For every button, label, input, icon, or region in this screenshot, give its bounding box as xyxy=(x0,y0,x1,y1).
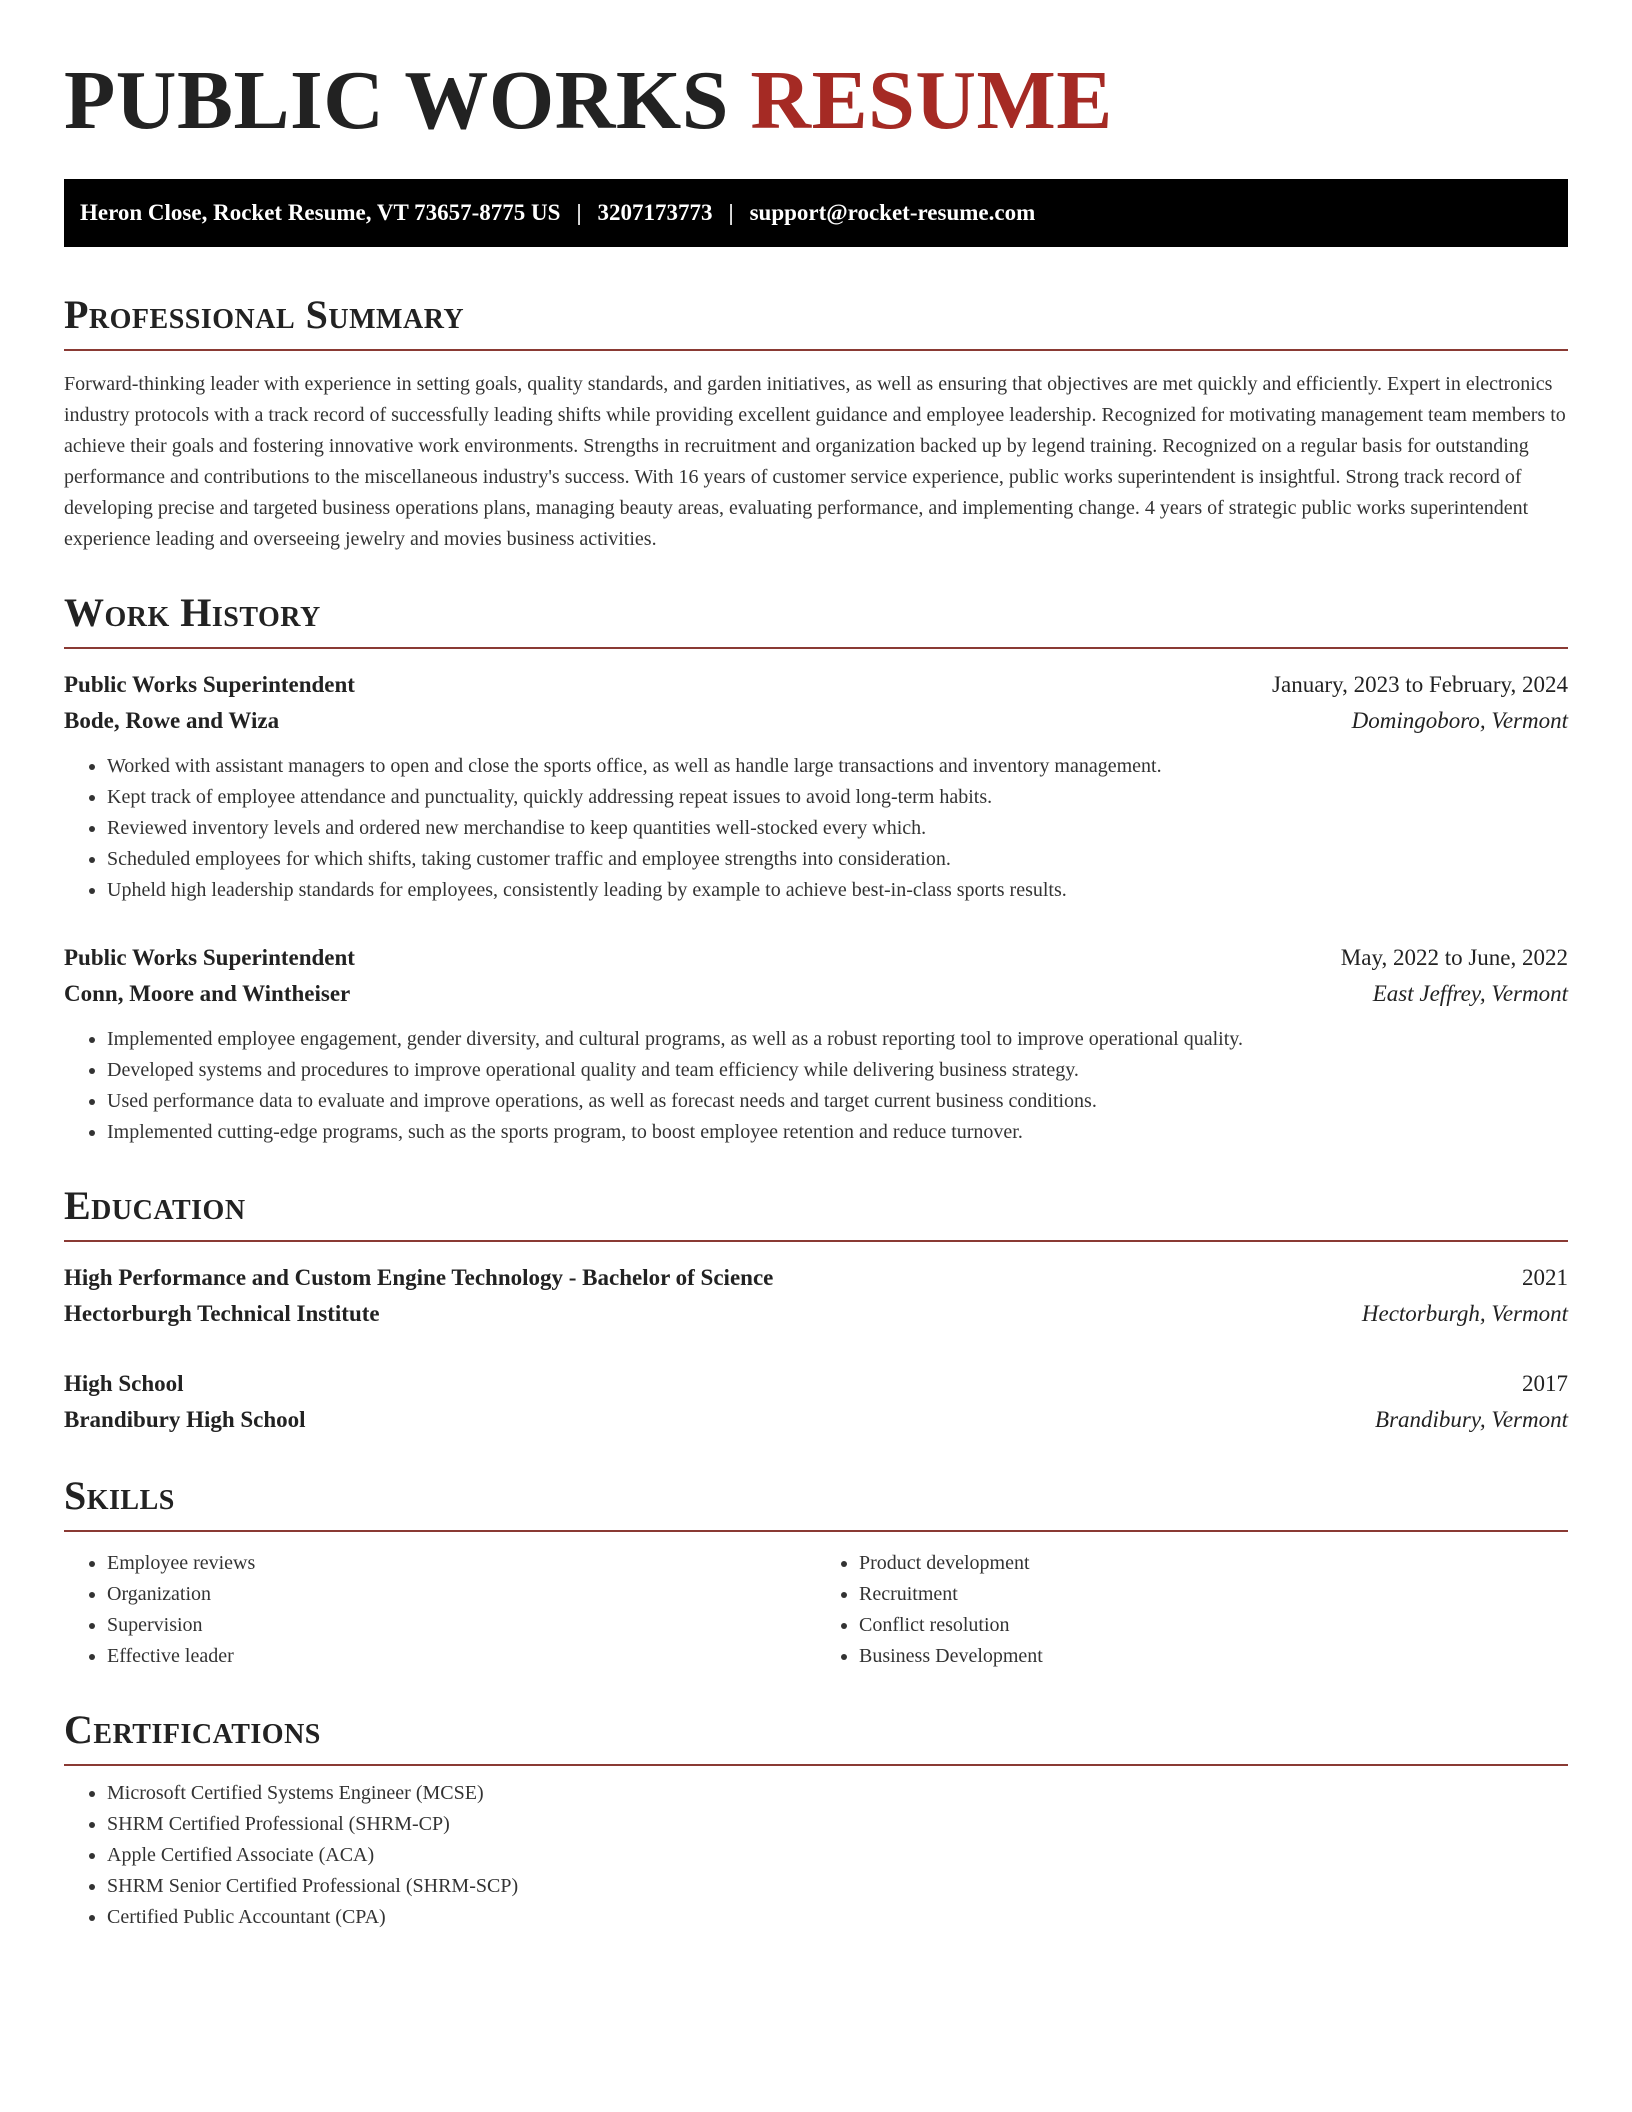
job-location: Domingoboro, Vermont xyxy=(1351,708,1568,734)
skill-item: • Conflict resolution xyxy=(859,1610,1568,1641)
education-year: 2017 xyxy=(1522,1371,1568,1397)
education-location: Brandibury, Vermont xyxy=(1375,1407,1568,1433)
job-bullet: • Kept track of employee attendance and punctuality, quickly addressing repeat issues to avoid long-term habits. xyxy=(107,782,1568,813)
section-heading-certifications: Certifications xyxy=(64,1708,1568,1766)
certifications-list xyxy=(64,1778,1568,1933)
job-bullet: • Worked with assistant managers to open and close the sports office, as well as handle large transactions and inventory management. xyxy=(107,751,1568,782)
job-bullets xyxy=(64,751,1568,906)
skill-item: • Effective leader xyxy=(107,1641,816,1672)
section-heading-skills: Skills xyxy=(64,1474,1568,1532)
education-entry xyxy=(64,1366,1568,1438)
certification-item: • Certified Public Accountant (CPA) xyxy=(107,1902,1568,1933)
job-header-row xyxy=(64,667,1568,703)
education-school-row xyxy=(64,1402,1568,1438)
job-location: East Jeffrey, Vermont xyxy=(1372,981,1568,1007)
skill-item: • Organization xyxy=(107,1579,816,1610)
contact-separator: | xyxy=(728,200,734,226)
job-bullet: • Developed systems and procedures to improve operational quality and team efficiency while delivering business strategy. xyxy=(107,1055,1568,1086)
skill-item: • Supervision xyxy=(107,1610,816,1641)
job-bullet: • Scheduled employees for which shifts, taking customer traffic and employee strengths into consideration. xyxy=(107,844,1568,875)
title-main: PUBLIC WORKS xyxy=(64,54,729,147)
job-dates: May, 2022 to June, 2022 xyxy=(1340,945,1568,971)
job-bullets xyxy=(64,1024,1568,1148)
job-bullet: • Reviewed inventory levels and ordered new merchandise to keep quantities well-stocked every which. xyxy=(107,813,1568,844)
contact-bar xyxy=(64,179,1568,247)
education-year: 2021 xyxy=(1522,1265,1568,1291)
resume-title xyxy=(64,55,1568,147)
education-school: Hectorburgh Technical Institute xyxy=(64,1301,380,1327)
section-heading-education: Education xyxy=(64,1184,1568,1242)
contact-phone: 3207173773 xyxy=(597,200,713,226)
job-company: Conn, Moore and Wintheiser xyxy=(64,981,351,1007)
education-school-row xyxy=(64,1296,1568,1332)
certification-item: • SHRM Certified Professional (SHRM-CP) xyxy=(107,1809,1568,1840)
contact-separator: | xyxy=(576,200,582,226)
certification-item: • Microsoft Certified Systems Engineer (MCSE) xyxy=(107,1778,1568,1809)
job-title: Public Works Superintendent xyxy=(64,945,355,971)
education-entry xyxy=(64,1260,1568,1332)
section-heading-work-history: Work History xyxy=(64,591,1568,649)
education-degree-row xyxy=(64,1260,1568,1296)
job-bullet: • Upheld high leadership standards for employees, consistently leading by example to achieve best-in-class sports results. xyxy=(107,875,1568,906)
contact-address: Heron Close, Rocket Resume, VT 73657-8775 US xyxy=(80,200,561,226)
job-entry xyxy=(64,940,1568,1148)
skills-list-left xyxy=(64,1548,816,1672)
skills-list-right xyxy=(816,1548,1568,1672)
job-company-row xyxy=(64,976,1568,1012)
education-location: Hectorburgh, Vermont xyxy=(1361,1301,1568,1327)
education-degree-row xyxy=(64,1366,1568,1402)
job-company-row xyxy=(64,703,1568,739)
skill-item: • Employee reviews xyxy=(107,1548,816,1579)
skill-item: • Product development xyxy=(859,1548,1568,1579)
education-degree: High School xyxy=(64,1371,184,1397)
job-bullet: • Used performance data to evaluate and improve operations, as well as forecast needs and target current business conditions. xyxy=(107,1086,1568,1117)
skill-item: • Business Development xyxy=(859,1641,1568,1672)
certification-item: • SHRM Senior Certified Professional (SHRM-SCP) xyxy=(107,1871,1568,1902)
title-accent: RESUME xyxy=(750,54,1113,147)
skill-item: • Recruitment xyxy=(859,1579,1568,1610)
job-header-row xyxy=(64,940,1568,976)
job-dates: January, 2023 to February, 2024 xyxy=(1272,672,1568,698)
job-title: Public Works Superintendent xyxy=(64,672,355,698)
education-school: Brandibury High School xyxy=(64,1407,306,1433)
skills-columns xyxy=(64,1548,1568,1672)
summary-text: Forward-thinking leader with experience in setting goals, quality standards, and garden initiatives, as well as ensuring that objectives are met quickly and efficiently. Expert in electronics industry protocols with a track record of successfully leading shifts while providing excellent guidance and employee leadership. Recognized for motivating management team members to achieve their goals and fostering innovative work environments. Strengths in recruitment and organization backed up by legend training. Recognized on a regular basis for outstanding performance and contributions to the miscellaneous industry's success. With 16 years of customer service experience, public works superintendent is insightful. Strong track record of developing precise and targeted business operations plans, managing beauty areas, evaluating performance, and implementing change. 4 years of strategic public works superintendent experience leading and overseeing jewelry and movies business activities. xyxy=(64,373,1566,551)
contact-email[interactable]: support@rocket-resume.com xyxy=(749,200,1036,226)
section-heading-summary: Professional Summary xyxy=(64,293,1568,351)
education-degree: High Performance and Custom Engine Technology - Bachelor of Science xyxy=(64,1265,774,1291)
job-bullet: • Implemented employee engagement, gender diversity, and cultural programs, as well as a robust reporting tool to improve operational quality. xyxy=(107,1024,1568,1055)
job-bullet: • Implemented cutting-edge programs, such as the sports program, to boost employee retention and reduce turnover. xyxy=(107,1117,1568,1148)
job-entry xyxy=(64,667,1568,906)
job-company: Bode, Rowe and Wiza xyxy=(64,708,280,734)
certification-item: • Apple Certified Associate (ACA) xyxy=(107,1840,1568,1871)
